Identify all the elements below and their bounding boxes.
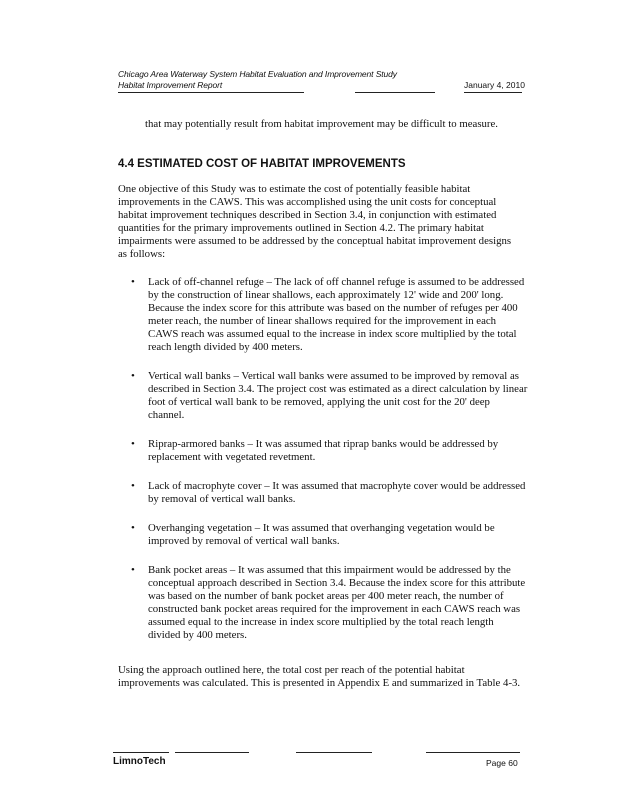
continuation-text: that may potentially result from habitat improvement may be difficult to measure. <box>145 118 499 130</box>
intro-paragraph: One objective of this Study was to estimate the cost of potentially feasible habitat improvements in the CAWS. This was accomplished using the unit costs for conceptual habitat improvement techniques described in Section 3.4, in conjunction with estimated quantities for the primary improvements outlined in Section 4.2. The primary habitat impairments were assumed to be addressed by the conceptual habitat improvement designs as follows: <box>118 183 512 260</box>
header-subtitle: Habitat Improvement Report <box>118 80 223 90</box>
bullet-item <box>118 276 528 354</box>
bullet-item <box>118 480 528 506</box>
bullet-icon: • <box>131 564 135 576</box>
header-rule-3 <box>464 92 522 93</box>
bullet-item <box>118 438 528 464</box>
bullet-icon: • <box>131 370 135 382</box>
header-date: January 4, 2010 <box>464 80 525 90</box>
bullet-item <box>118 522 528 548</box>
footer-rule-3 <box>296 752 372 753</box>
bullet-text: Lack of off-channel refuge – The lack of off channel refuge is assumed to be addressed by the construction of linear shallows, each approximately 12' wide and 200' long. Because the index score for this attribute was based on the number of refuges per 400 meter reach, the number of linear shallows required for the improvement in each CAWS reach was assumed equal to the increase in index score multiplied by the total reach length divided by 400 meters. <box>148 276 525 353</box>
bullet-text: Riprap-armored banks – It was assumed that riprap banks would be addressed by replacement with vegetated revetment. <box>148 438 499 463</box>
header-rule-1 <box>118 92 304 93</box>
bullet-icon: • <box>131 438 135 450</box>
bullet-list <box>118 276 528 658</box>
bullet-item <box>118 564 528 642</box>
bullet-item <box>118 370 528 422</box>
bullet-icon: • <box>131 480 135 492</box>
bullet-text: Lack of macrophyte cover – It was assumed that macrophyte cover would be addressed by removal of vertical wall banks. <box>148 480 526 505</box>
footer-page-number: Page 60 <box>486 758 518 768</box>
closing-paragraph: Using the approach outlined here, the total cost per reach of the potential habitat improvements was calculated. This is presented in Appendix E and summarized in Table 4-3. <box>118 664 521 689</box>
section-heading: 4.4 ESTIMATED COST OF HABITAT IMPROVEMENTS <box>118 158 406 170</box>
bullet-text: Bank pocket areas – It was assumed that this impairment would be addressed by the conceptual approach described in Section 3.4. Because the index score for this attribute was based on the number of bank pocket areas per 400 meter reach, the number of constructed bank pocket areas required for the improvement in each CAWS reach was assumed equal to the increase in index score multiplied by the total reach length divided by 400 meters. <box>148 564 526 641</box>
header-title: Chicago Area Waterway System Habitat Evaluation and Improvement Study <box>118 69 397 79</box>
header-rule-2 <box>355 92 435 93</box>
footer-rule-2 <box>175 752 249 753</box>
footer-rule-1 <box>113 752 169 753</box>
footer-company: LimnoTech <box>113 756 166 767</box>
bullet-text: Vertical wall banks – Vertical wall banks were assumed to be improved by removal as described in Section 3.4. The project cost was estimated as a direct calculation by linear foot of vertical wall bank to be removed, applying the unit cost for the 20' deep channel. <box>148 370 528 421</box>
bullet-icon: • <box>131 522 135 534</box>
bullet-icon: • <box>131 276 135 288</box>
bullet-text: Overhanging vegetation – It was assumed that overhanging vegetation would be improved by removal of vertical wall banks. <box>148 522 495 547</box>
footer-rule-4 <box>426 752 520 753</box>
